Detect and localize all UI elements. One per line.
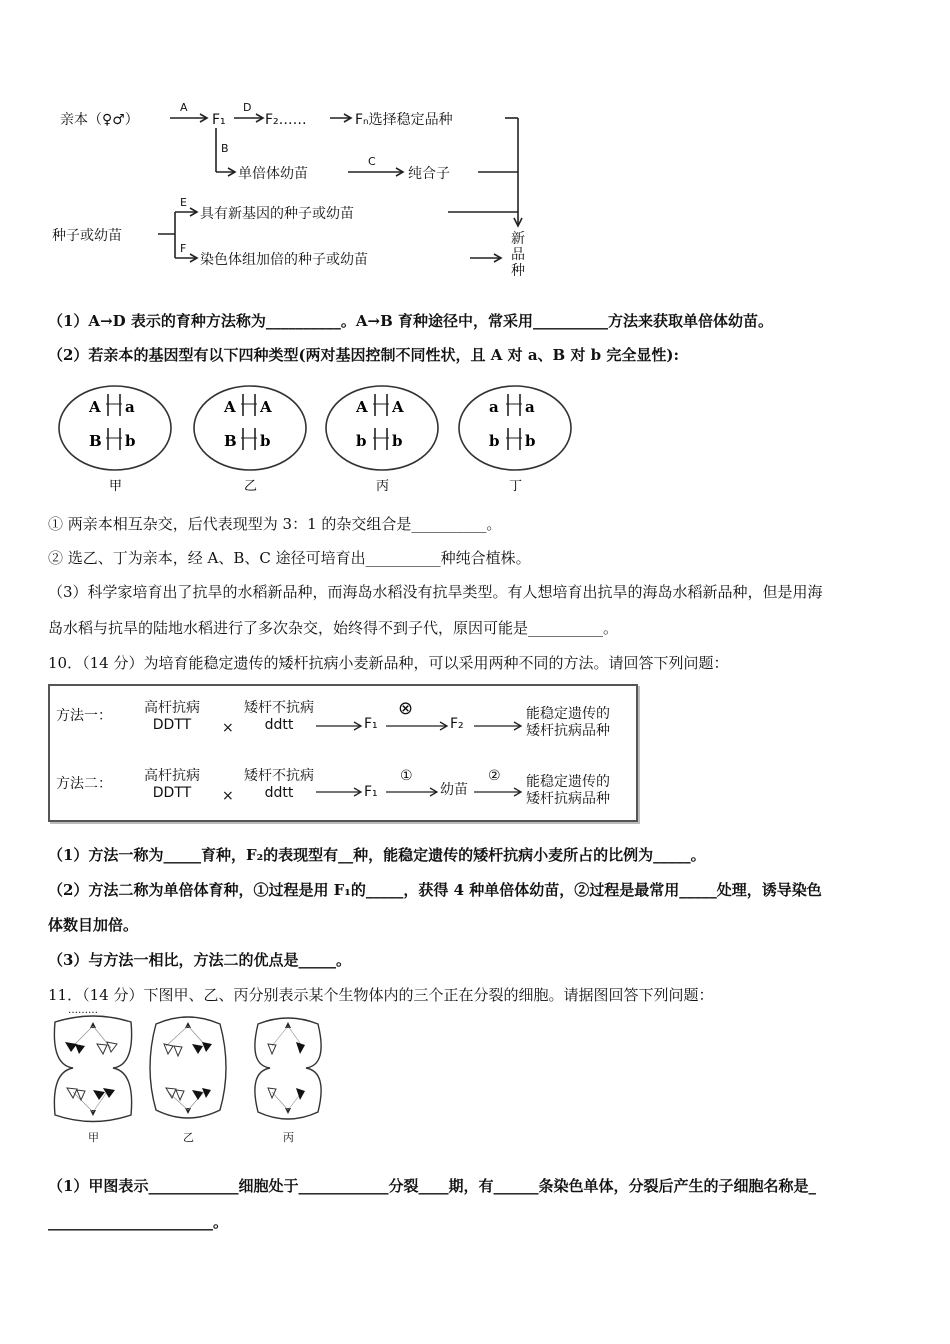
q10-sub1: （1）方法一称为_____育种，F₂的表现型有__种，能稳定遗传的矮杆抗病小麦所占的比例为_____。 — [48, 846, 706, 864]
method1-parent1-genotype: DDTT — [152, 717, 192, 733]
breeding-flow-diagram — [0, 0, 950, 290]
allele-label: a — [125, 398, 135, 416]
allele-label: a — [489, 398, 499, 416]
method2-f1: F₁ — [364, 784, 378, 800]
cell-name-label: 甲 — [109, 479, 123, 494]
cell-outline — [59, 386, 171, 470]
method2-parent2-genotype: ddtt — [264, 785, 294, 801]
method-arrows — [50, 686, 636, 820]
method2-seedling: 幼苗 — [440, 782, 468, 798]
q11-sub1a: （1）甲图表示____________细胞处于____________分裂____期，有______条染色单体，分裂后产生的子细胞名称是_ — [48, 1177, 816, 1195]
method2-result-line2: 矮杆抗病品种 — [526, 791, 610, 807]
method1-selfing-symbol: ⊗ — [398, 698, 414, 719]
allele-label: A — [356, 398, 368, 416]
arrow-c-label: C — [368, 155, 376, 168]
seed-label: 种子或幼苗 — [52, 228, 122, 244]
allele-label: B — [89, 432, 102, 450]
cell-label-yi: 乙 — [183, 1131, 194, 1144]
method2-parent1-genotype: DDTT — [152, 785, 192, 801]
homozygote-label: 纯合子 — [408, 166, 450, 182]
allele-label: b — [356, 432, 367, 450]
q11-sub1b: ______________________。 — [48, 1213, 229, 1231]
allele-label: b — [525, 432, 536, 450]
method1-parent2-trait: 矮杆不抗病 — [244, 700, 314, 716]
allele-label: b — [260, 432, 271, 450]
arrow-f-label: F — [180, 242, 187, 255]
allele-label: b — [392, 432, 403, 450]
genotype-cell — [194, 386, 306, 494]
method1-f2: F₂ — [450, 716, 464, 732]
fn-label: Fₙ选择稳定品种 — [355, 112, 453, 128]
allele-label: b — [125, 432, 136, 450]
method2-step2: ② — [488, 768, 501, 784]
f2-label: F₂…… — [265, 112, 307, 128]
method1-result-line1: 能稳定遗传的 — [526, 706, 610, 722]
method1-parent1-trait: 高杆抗病 — [144, 700, 200, 716]
method2-cross: × — [222, 788, 234, 804]
allele-label: A — [260, 398, 272, 416]
q9-part2: （2）若亲本的基因型有以下四种类型(两对基因控制不同性状，且 A 对 a、B 对 b 完全显性): — [48, 346, 680, 364]
q10-sub2b: 体数目加倍。 — [48, 916, 139, 934]
genotype-cell — [459, 386, 571, 494]
cell-jia — [54, 1016, 131, 1122]
cell-outline — [194, 386, 306, 470]
q9-choice1: ① 两亲本相互杂交，后代表现型为 3：1 的杂交组合是__________。 — [48, 515, 502, 533]
arrow-a-label: A — [180, 101, 188, 114]
f1-label: F₁ — [212, 112, 226, 128]
cell-outline — [459, 386, 571, 470]
doubled-label: 染色体组加倍的种子或幼苗 — [200, 252, 368, 268]
parent-label: 亲本（♀♂） — [60, 112, 139, 128]
allele-label: a — [525, 398, 535, 416]
method2-step1: ① — [400, 768, 413, 784]
cell-outline — [326, 386, 438, 470]
new-variety-char-1: 新 — [511, 231, 525, 247]
q9-part3a: （3）科学家培育出了抗旱的水稻新品种，而海岛水稻没有抗旱类型。有人想培育出抗旱的海岛水稻新品种，但是用海 — [48, 583, 823, 601]
arrow-d-label: D — [243, 101, 252, 114]
method1-result-line2: 矮杆抗病品种 — [526, 723, 610, 739]
q9-part1: （1）A→D 表示的育种方法称为__________。A→B 育种途径中，常采用__________方法来获取单倍体幼苗。 — [48, 312, 773, 330]
method2-name: 方法二： — [56, 776, 112, 792]
allele-label: A — [392, 398, 404, 416]
q11-dots: ……… — [68, 1005, 98, 1016]
method2-result-line1: 能稳定遗传的 — [526, 774, 610, 790]
allele-label: B — [224, 432, 237, 450]
dividing-cells-diagram — [0, 1010, 950, 1150]
genotype-cell — [59, 386, 171, 494]
arrow-e-label: E — [180, 196, 187, 209]
cell-name-label: 乙 — [244, 479, 258, 494]
method1-f1: F₁ — [364, 716, 378, 732]
new-variety-char-2: 品 — [511, 247, 525, 263]
q10-title: 10．（14 分）为培育能稳定遗传的矮杆抗病小麦新品种，可以采用两种不同的方法。请回答下列问题： — [48, 654, 729, 672]
method2-parent2-trait: 矮杆不抗病 — [244, 768, 314, 784]
cell-bing — [255, 1018, 321, 1119]
cell-yi — [150, 1017, 226, 1118]
cell-label-jia: 甲 — [88, 1131, 99, 1144]
q10-sub2a: （2）方法二称为单倍体育种，①过程是用 F₁的_____，获得 4 种单倍体幼苗，②过程是最常用_____处理，诱导染色 — [48, 881, 822, 899]
q9-choice2: ② 选乙、丁为亲本，经 A、B、C 途径可培育出__________种纯合植株。 — [48, 549, 531, 567]
method2-parent1-trait: 高杆抗病 — [144, 768, 200, 784]
q10-sub3: （3）与方法一相比，方法二的优点是_____。 — [48, 951, 351, 969]
allele-label: A — [89, 398, 101, 416]
method1-parent2-genotype: ddtt — [264, 717, 294, 733]
q10-method-box — [48, 684, 638, 822]
method1-cross: × — [222, 720, 234, 736]
allele-label: A — [224, 398, 236, 416]
genotype-cells — [0, 380, 950, 500]
new-gene-label: 具有新基因的种子或幼苗 — [200, 206, 354, 222]
arrow-b-label: B — [221, 142, 229, 155]
q9-part3b: 岛水稻与抗旱的陆地水稻进行了多次杂交，始终得不到子代，原因可能是__________。 — [48, 619, 619, 637]
new-variety-char-3: 种 — [511, 263, 525, 279]
cell-name-label: 丙 — [376, 479, 390, 494]
genotype-cell — [326, 386, 438, 494]
method1-name: 方法一： — [56, 708, 112, 724]
cell-label-bing: 丙 — [283, 1131, 294, 1144]
q11-title: 11．（14 分）下图甲、乙、丙分别表示某个生物体内的三个正在分裂的细胞。请据图回答下列问题： — [48, 986, 714, 1004]
haploid-label: 单倍体幼苗 — [238, 166, 308, 182]
allele-label: b — [489, 432, 500, 450]
cell-name-label: 丁 — [509, 479, 523, 494]
